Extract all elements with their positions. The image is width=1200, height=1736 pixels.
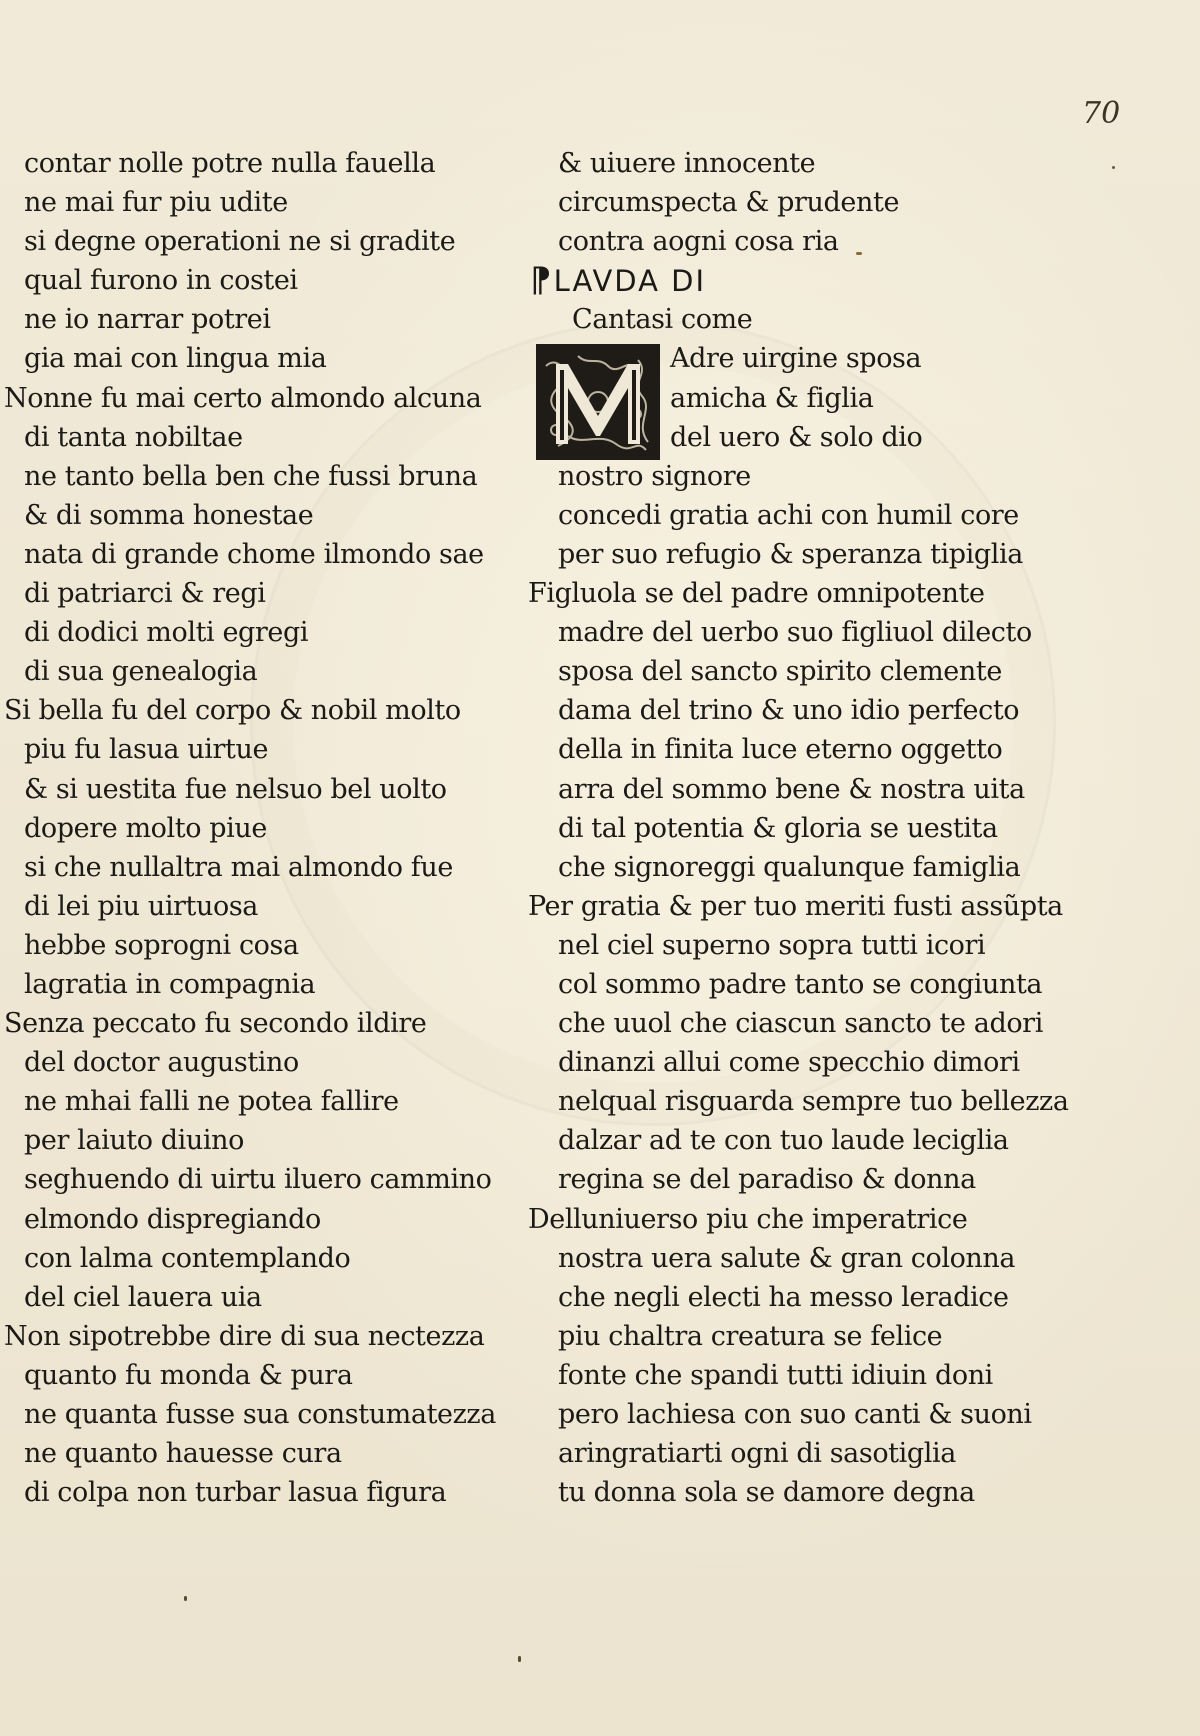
verse-line: elmondo dispregiando	[24, 1203, 321, 1235]
verse-line: di dodici molti egregi	[24, 617, 309, 649]
verse-line: dama del trino & uno idio perfecto	[558, 695, 1020, 727]
verse-line: ne mai fur piu udite	[24, 187, 288, 219]
verse-line: hebbe soprogni cosa	[24, 929, 299, 961]
verse-line: di sua genealogia	[24, 656, 258, 688]
verse-line: di lei piu uirtuosa	[24, 890, 259, 922]
verse-line: piu fu lasua uirtue	[24, 734, 269, 766]
verse-line: del uero & solo dio	[670, 421, 923, 453]
verse-line: ne tanto bella ben che fussi bruna	[24, 460, 478, 492]
verse-line: & uiuere innocente	[558, 148, 816, 179]
verse-line: pero lachiesa con suo canti & suoni	[558, 1399, 1032, 1430]
verse-line: nelqual risguarda sempre tuo bellezza	[558, 1086, 1069, 1118]
verse-line: dinanzi allui come specchio dimori	[558, 1047, 1020, 1079]
verse-line: con lalma contemplando	[24, 1242, 351, 1274]
verse-line: contar nolle potre nulla fauella	[24, 148, 436, 179]
verse-line: amicha & figlia	[670, 382, 874, 414]
verse-line: seghuendo di uirtu iluero cammino	[24, 1164, 492, 1196]
verse-line: regina se del paradiso & donna	[558, 1164, 976, 1196]
verse-line: Adre uirgine sposa	[670, 343, 922, 375]
verse-line: circumspecta & prudente	[558, 187, 900, 219]
ink-speck	[184, 1596, 187, 1601]
verse-line: ne mhai falli ne potea fallire	[24, 1086, 399, 1118]
verse-line: quanto fu monda & pura	[24, 1359, 353, 1391]
decorated-initial-m	[536, 344, 660, 460]
verse-line: del doctor augustino	[24, 1047, 299, 1079]
verse-line: piu chaltra creatura se felice	[558, 1320, 943, 1352]
verse-line: dopere molto piue	[24, 812, 267, 844]
verse-line: della in finita luce eterno oggetto	[558, 734, 1003, 766]
left-column	[4, 144, 496, 1512]
verse-line: per laiuto diuino	[24, 1125, 244, 1157]
verse-line: ne quanto hauesse cura	[24, 1438, 342, 1470]
verse-line: ne quanta fusse sua constumatezza	[24, 1399, 496, 1430]
ink-speck	[856, 252, 862, 255]
verse-line: & di somma honestae	[24, 499, 314, 531]
verse-line: Si bella fu del corpo & nobil molto	[4, 695, 461, 727]
verse-line: lagratia in compagnia	[24, 968, 316, 1000]
verse-line: che uuol che ciascun sancto te adori	[558, 1008, 1043, 1040]
ink-speck	[518, 1656, 521, 1662]
verse-line: del ciel lauera uia	[24, 1281, 262, 1313]
verse-line: col sommo padre tanto se congiunta	[558, 968, 1043, 1000]
verse-line: nel ciel superno sopra tutti icori	[558, 929, 986, 961]
verse-line: che signoreggi qualunque famiglia	[558, 851, 1021, 883]
lauda-heading	[528, 261, 1028, 300]
verse-line: Cantasi come	[572, 304, 753, 336]
verse-line: nostra uera salute & gran colonna	[558, 1242, 1016, 1274]
verse-line: arra del sommo bene & nostra uita	[558, 773, 1025, 805]
verse-line: qual furono in costei	[24, 265, 298, 297]
verse-line: Senza peccato fu secondo ildire	[4, 1008, 427, 1040]
verse-line: nata di grande chome ilmondo sae	[24, 538, 484, 570]
verse-line: di patriarci & regi	[24, 578, 266, 610]
heading-text: LAVDA DI	[553, 264, 707, 299]
verse-line: Nonne fu mai certo almondo alcuna	[4, 382, 482, 414]
verse-line: per suo refugio & speranza tipiglia	[558, 538, 1023, 570]
verse-line: Figluola se del padre omnipotente	[528, 578, 985, 610]
ink-speck	[1112, 166, 1115, 169]
verse-line: Non sipotrebbe dire di sua nectezza	[4, 1320, 485, 1352]
verse-line: Delluniuerso piu che imperatrice	[528, 1203, 968, 1235]
pilcrow-icon: ¶	[528, 260, 552, 301]
verse-line: nostro signore	[558, 460, 751, 492]
verse-line: Per gratia & per tuo meriti fusti assũpta	[528, 890, 1063, 922]
verse-line: si che nullaltra mai almondo fue	[24, 851, 453, 883]
verse-line: di tal potentia & gloria se uestita	[558, 812, 998, 844]
verse-line: & si uestita fue nelsuo bel uolto	[24, 773, 447, 805]
woodcut-initial-icon	[538, 346, 658, 458]
verse-line: fonte che spandi tutti idiuin doni	[558, 1359, 993, 1391]
verse-line: madre del uerbo suo figliuol dilecto	[558, 617, 1032, 649]
verse-line: gia mai con lingua mia	[24, 343, 327, 375]
verse-line: di colpa non turbar lasua figura	[24, 1477, 447, 1509]
verse-line: sposa del sancto spirito clemente	[558, 656, 1002, 688]
verse-line: dalzar ad te con tuo laude leciglia	[558, 1125, 1009, 1157]
verse-line: aringratiarti ogni di sasotiglia	[558, 1438, 956, 1470]
verse-line: concedi gratia achi con humil core	[558, 499, 1019, 531]
verse-line: di tanta nobiltae	[24, 421, 243, 453]
verse-line: si degne operationi ne si gradite	[24, 226, 456, 258]
verse-line: contra aogni cosa ria	[558, 226, 839, 258]
verse-line: che negli electi ha messo leradice	[558, 1281, 1009, 1313]
verse-line: tu donna sola se damore degna	[558, 1477, 975, 1509]
folio-number: 70	[1082, 96, 1121, 131]
verse-line: ne io narrar potrei	[24, 304, 271, 336]
